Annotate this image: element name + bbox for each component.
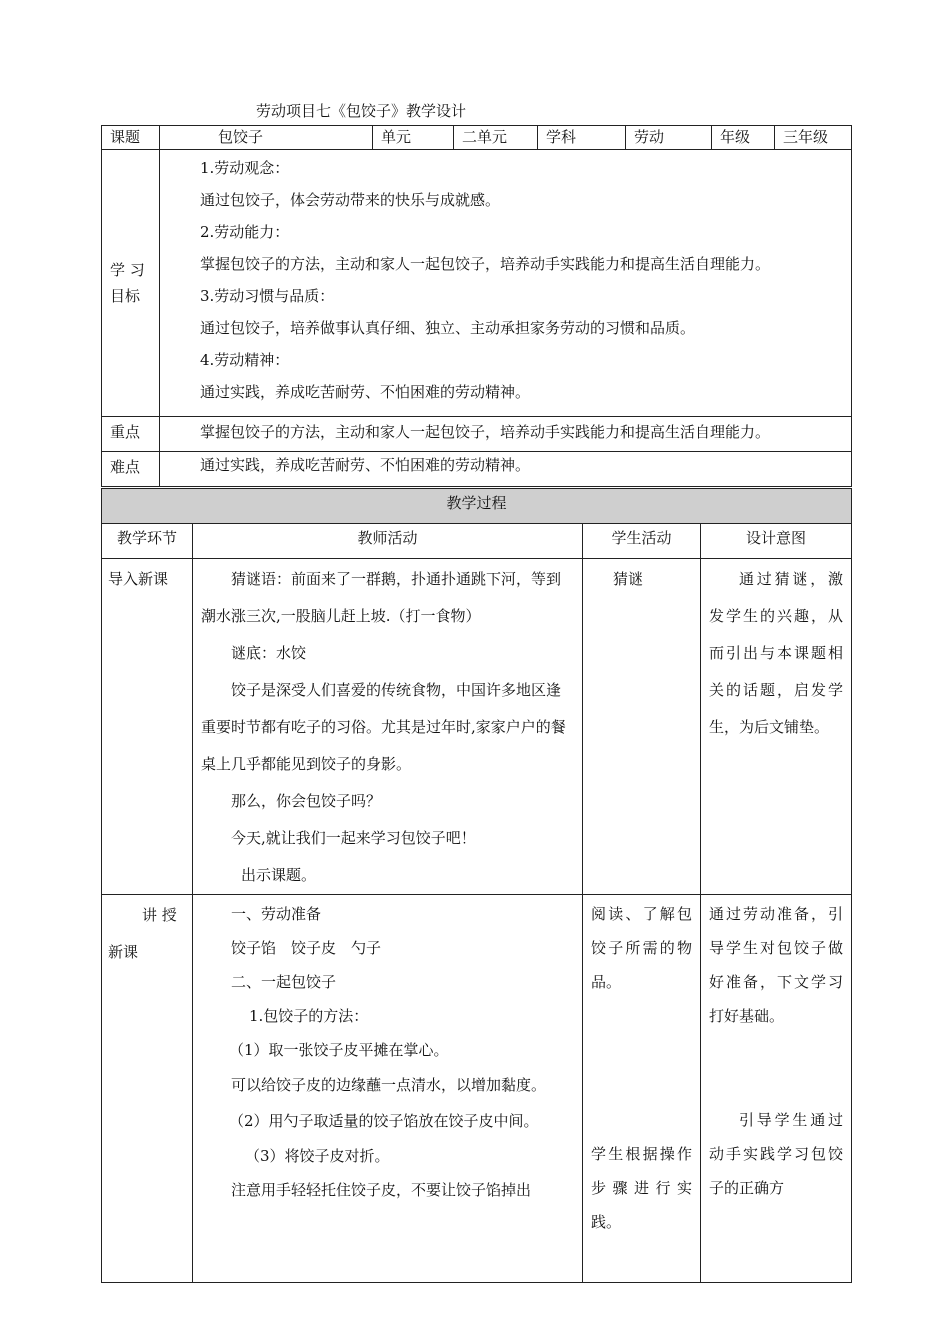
intro-paragraph: 饺子是深受人们喜爱的传统食物，中国许多地区逢重要时节都有吃子的习俗。尤其是过年时,家家户户的餐桌上几乎都能见到饺子的身影。 (201, 681, 566, 773)
intro-student: 猜谜 (583, 559, 701, 895)
goals-label (102, 150, 160, 417)
topic-label: 课题 (102, 126, 160, 150)
teach-student (583, 895, 701, 1283)
intro-question: 那么，你会包饺子吗？ (231, 792, 382, 810)
difficulty-label: 难点 (102, 452, 160, 487)
col-stage: 教学环节 (102, 524, 193, 559)
goals-content (160, 150, 852, 417)
key-point-label: 重点 (102, 417, 160, 452)
teach-line: 一、劳动准备 (231, 905, 322, 923)
intro-invite: 今天,就让我们一起来学习包饺子吧！ (231, 829, 476, 847)
unit-value: 二单元 (454, 126, 538, 150)
teach-intent (701, 895, 852, 1283)
goal-text: 通过包饺子，体会劳动带来的快乐与成就感。 (200, 191, 501, 209)
col-intent: 设计意图 (701, 524, 852, 559)
teach-line: （1）取一张饺子皮平摊在掌心。 (229, 1041, 449, 1059)
grade-value: 三年级 (775, 126, 852, 150)
intro-teacher (193, 559, 583, 895)
intro-row (102, 559, 852, 895)
goals-label-line1: 学 习 (110, 261, 145, 279)
goal-heading: 1.劳动观念： (200, 159, 290, 177)
process-header-row (102, 524, 852, 559)
teach-stage-line1: 讲 授 (142, 906, 177, 924)
goals-row (102, 150, 852, 417)
teach-stage (102, 895, 193, 1283)
unit-label: 单元 (373, 126, 454, 150)
difficulty-row (102, 452, 852, 487)
goal-heading: 2.劳动能力： (200, 223, 290, 241)
goal-text: 通过实践，养成吃苦耐劳、不怕困难的劳动精神。 (200, 383, 531, 401)
teach-student-1: 阅读、了解包饺子所需的物品。 (591, 905, 692, 991)
teach-student-2: 学生根据操作步骤进行实践。 (591, 1145, 692, 1231)
grade-label: 年级 (712, 126, 775, 150)
subject-label: 学科 (538, 126, 626, 150)
difficulty-text: 通过实践，养成吃苦耐劳、不怕困难的劳动精神。 (160, 452, 852, 487)
key-point-text: 掌握包饺子的方法，主动和家人一起包饺子，培养动手实践能力和提高生活自理能力。 (160, 417, 852, 452)
teach-intent-2: 引导学生通过动手实践学习包饺子的正确方 (709, 1111, 844, 1197)
teaching-process-table (101, 488, 852, 1283)
col-teacher: 教师活动 (193, 524, 583, 559)
intro-intent: 通过猜谜，激发学生的兴趣，从而引出与本课题相关的话题，启发学生，为后文铺垫。 (701, 559, 852, 895)
document-title: 劳动项目七《包饺子》教学设计 (256, 102, 467, 120)
teach-stage-line2: 新课 (108, 943, 139, 961)
subject-value: 劳动 (626, 126, 712, 150)
teach-row (102, 895, 852, 1283)
goal-text: 通过包饺子，培养做事认真仔细、独立、主动承担家务劳动的习惯和品质。 (200, 319, 696, 337)
teach-teacher (193, 895, 583, 1283)
process-title: 教学过程 (102, 489, 852, 524)
teach-line: （3）将饺子皮对折。 (245, 1147, 390, 1165)
lesson-info-table (101, 125, 852, 487)
key-point-row (102, 417, 852, 452)
teach-intent-1: 通过劳动准备，引导学生对包饺子做好准备，下文学习打好基础。 (709, 905, 844, 1025)
topic-value: 包饺子 (160, 126, 373, 150)
col-student: 学生活动 (583, 524, 701, 559)
goals-label-line2: 目标 (110, 287, 141, 305)
intro-show-topic: 出示课题。 (241, 866, 317, 884)
intro-stage: 导入新课 (102, 559, 193, 895)
goal-heading: 3.劳动习惯与品质： (200, 287, 335, 305)
teach-line: 1.包饺子的方法： (249, 1007, 369, 1025)
goal-heading: 4.劳动精神： (200, 351, 290, 369)
riddle-answer: 谜底：水饺 (231, 644, 307, 662)
goal-text: 掌握包饺子的方法，主动和家人一起包饺子，培养动手实践能力和提高生活自理能力。 (200, 255, 771, 273)
teach-line: 饺子馅 饺子皮 勺子 (231, 939, 382, 957)
header-row (102, 126, 852, 150)
teach-line: （2）用勺子取适量的饺子馅放在饺子皮中间。 (229, 1112, 539, 1130)
riddle-text: 猜谜语：前面来了一群鹅，扑通扑通跳下河，等到潮水涨三次,一股脑儿赶上坡.（打一食物） (201, 570, 562, 625)
teach-line: 注意用手轻轻托住饺子皮，不要让饺子馅掉出 (231, 1181, 532, 1199)
teach-line: 二、一起包饺子 (231, 973, 337, 991)
teach-line: 可以给饺子皮的边缘蘸一点清水，以增加黏度。 (231, 1076, 547, 1094)
